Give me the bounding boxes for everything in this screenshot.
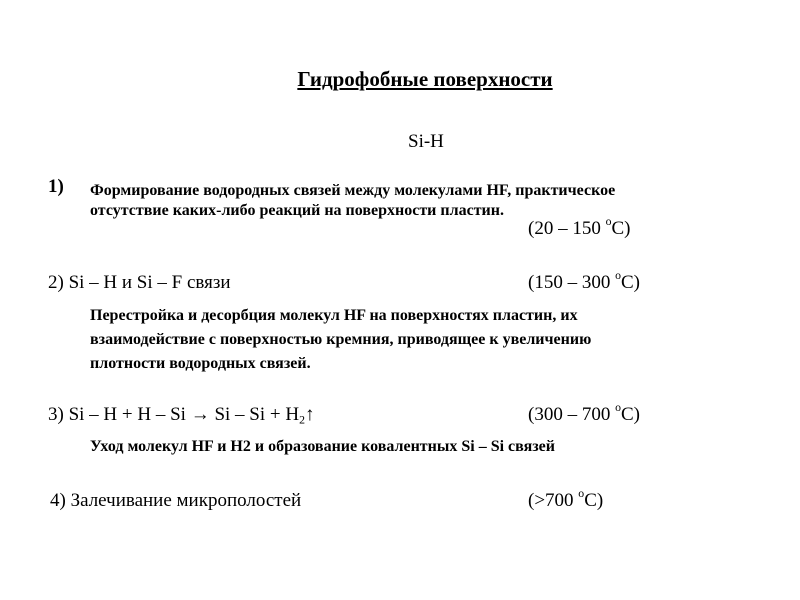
step3-temperature: (300 – 700 $^o$C) (528, 401, 640, 425)
subtitle: Si-H (408, 131, 444, 152)
step1-line1: Формирование водородных связей между молекулами HF, практическое (90, 182, 616, 199)
up-arrow-icon: ↑ (304, 404, 315, 425)
step2-line2: взаимодействие с поверхностью кремния, приводящее к увеличению (90, 331, 592, 348)
step2-heading: 2) Si – H и Si – F связи (48, 272, 231, 293)
step2-line1: Перестройка и десорбция молекул HF на поверхностях пластин, их (90, 307, 578, 324)
page-title: Гидрофобные поверхности (297, 67, 553, 91)
step1-temperature: (20 – 150 $^o$C) (528, 215, 631, 239)
step1-number: 1) (48, 176, 64, 197)
step3-heading: 3) $Si - H + H - Si \to Si - Si + H_2↑$ (48, 404, 315, 427)
step4-temperature: (>700 $^o$C) (528, 487, 604, 511)
step3-line1: Уход молекул HF и H2 и образование ковалентных Si – Si связей (90, 438, 555, 455)
step1-line2: отсутствие каких-либо реакций на поверхности пластин. (90, 202, 504, 219)
step4-heading: 4) Залечивание микрополостей (50, 490, 302, 511)
right-arrow-icon: → (190, 404, 210, 425)
step2-line3: плотности водородных связей. (90, 355, 311, 372)
step2-temperature: (150 – 300 $^o$C) (528, 269, 640, 293)
